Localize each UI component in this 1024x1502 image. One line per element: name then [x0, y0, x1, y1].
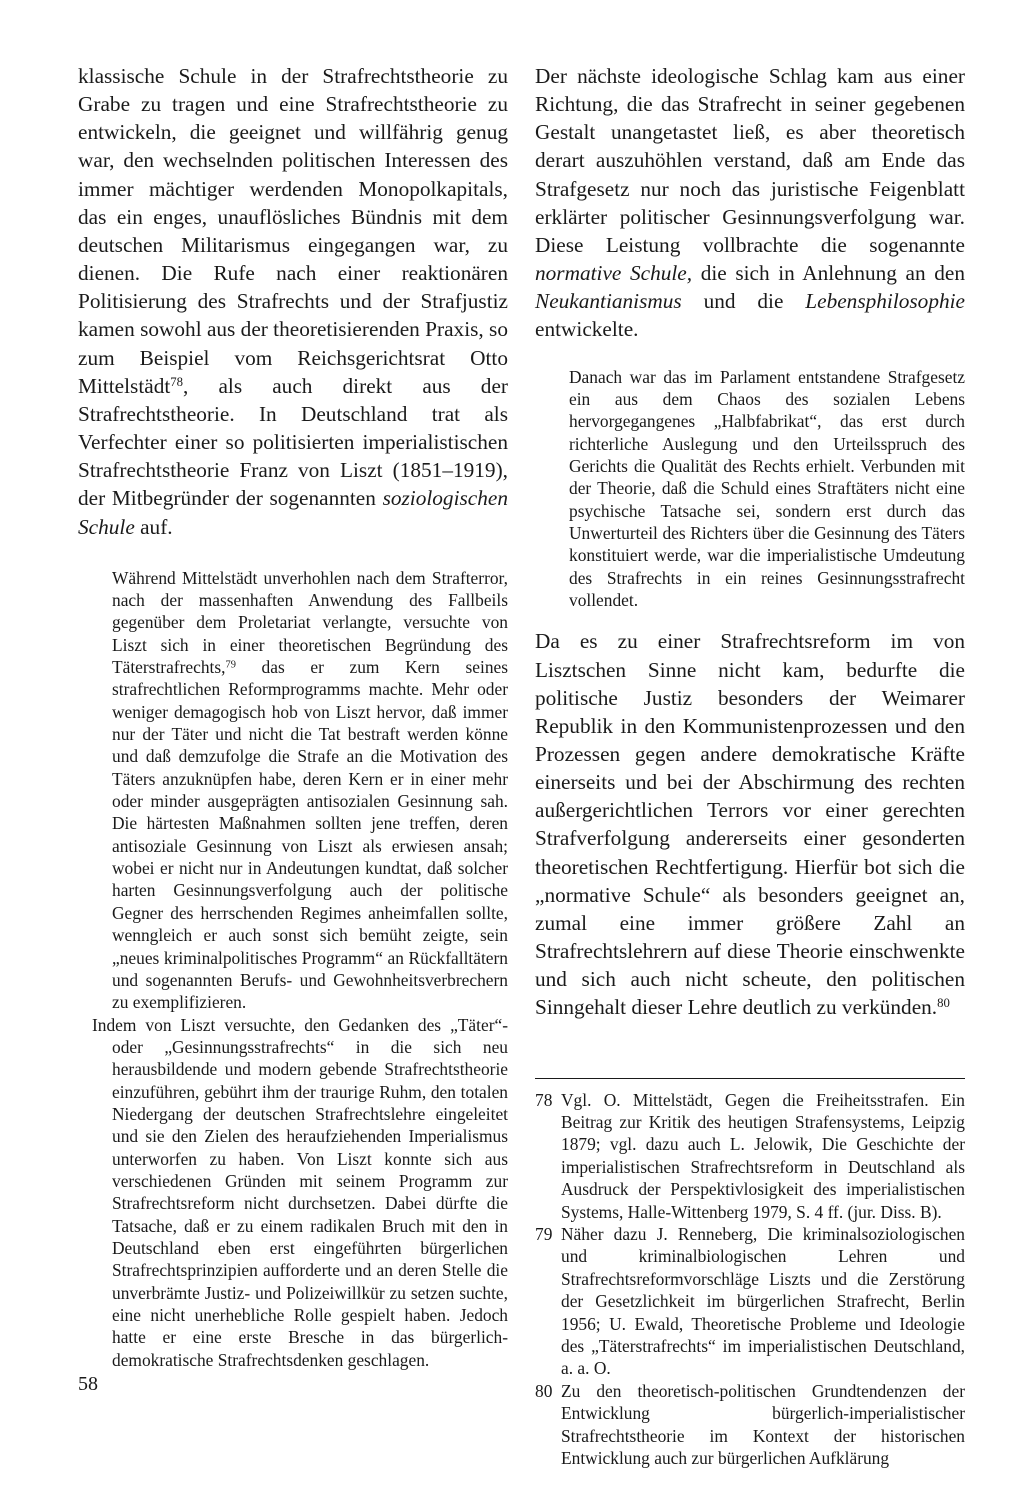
left-inset-paragraph-2: Indem von Liszt versuchte, den Gedanken des „Täter“- oder „Gesinnungsstrafrechts“ in die sich neu herausbildende und modern gebende Strafrechtstheorie einzuführen, gebührt ihm der traurige Ruhm, den totalen Niedergang der deutschen Strafrechtslehre eingeleitet und sie den Zielen des heraufziehenden Imperialismus unterworfen zu haben. Von Liszt konnte sich aus verschiedenen Gründen mit seinem Programm zur Strafrechtsreform nicht durchsetzen. Dabei dürfte die Tatsache, daß er zu einem radikalen Bruch mit den in Deutschland eben erst eingeführten bürgerlichen Strafrechtsprinzipien aufforderte und an deren Stelle die unverbrämte Justiz- und Polizeiwillkür zu setzen suchte, eine nicht unerhebliche Rolle gespielt haben. Jedoch hatte er eine erste Bresche in das bürgerlich-demokratische Strafrechtsdenken geschlagen.: [92, 1014, 508, 1370]
right-inset-paragraph: Danach war das im Parlament entstandene Strafgesetz ein aus dem Chaos des sozialen Lebens hervorgegangenes „Halbfabrikat“, das erst durch richterliche Auslegung und den Urteilsspruch des Gerichts die Qualität des Rechts erhielt. Verbunden mit der Theorie, daß die Schuld eines Straftäters nicht eine psychische Tatsache sei, sondern erst durch das Unwerturteil des Richters über die Gesinnung des Täters konstituiert werde, war die imperialistische Umdeutung des Strafrechts in ein reines Gesinnungsstrafrecht vollendet.: [569, 366, 965, 610]
footnote-separator-rule: [535, 1078, 965, 1079]
left-inset-text-b: das er zum Kern seines strafrechtlichen Reformprogramms machte. Mehr oder weniger demagogisch hob von Liszt hervor, daß immer nur der Täter und nicht die Tat bestraft werden könne und daß demzufolge die Strafe an die Motivation des Täters anzuknüpfen habe, deren Kern er in einer mehr oder minder ausgeprägten antisozialen Gesinnung sah. Die härtesten Maßnahmen sollten jene treffen, deren antisoziale Gesinnung von Liszt als erwiesen ansah; wobei er nicht nur in Andeutungen kundtat, daß solcher harten Gesinnungsverfolgung auch der politische Gegner des herrschenden Regimes anheimfallen sollte, wenngleich er auch sonst sich bemüht zeigte, sein „neues kriminalpolitisches Programm“ an Rückfalltätern und sogenannten Berufs- und Gewohnheitsverbrechern zu exemplifizieren.: [112, 657, 508, 1013]
footnote-text: Näher dazu J. Renneberg, Die kriminalsoziologischen und kriminalbiologischen Lehren und Strafrechtsreformvorschläge Liszts und die Zerstörung der Gesetzlichkeit im bürgerlichen Strafrecht, Berlin 1956; U. Ewald, Theoretische Probleme und Ideologie des „Täterstrafrechts“ im imperialistischen Deutschland, a. a. O.: [561, 1223, 965, 1379]
left-inset-text-a: Während Mittelstädt unverhohlen nach dem Strafterror, nach der massenhaften Anwendung des Fallbeils gegenüber dem Proletariat verlangte, versuchte von Liszt sich in einer theoretischen Begründung des Täterstrafrechts,: [112, 567, 508, 678]
footnote-number: 80: [535, 1380, 553, 1401]
footnote-ref-80[interactable]: 80: [937, 996, 950, 1011]
page-number: 58: [78, 1373, 98, 1395]
right-p2-text-a: Da es zu einer Strafrechtsreform im von Lisztschen Sinne nicht kam, bedurfte die politische Justiz besonders der Weimarer Republik in den Kommunistenprozessen und den Prozessen gegen andere demokratische Kräfte einerseits und bei der Abschirmung des rechten außergerichtlichen Terrors vor einer gerechten Strafverfolgung andererseits einer gesonderten theoretischen Rechtfertigung. Hierfür bot sich die „normative Schule“ als besonders geeignet an, zumal eine immer größere Zahl an Strafrechtslehrern auf diese Theorie einschwenkte und sich auch nicht scheute, den politischen Sinngehalt dieser Lehre deutlich zu verkünden.: [535, 629, 965, 1020]
right-paragraph-2: [535, 627, 965, 1021]
footnote-ref-79[interactable]: 79: [225, 659, 236, 671]
left-p1-text-b: , als auch direkt aus der Strafrechtstheorie. In Deutschland trat als Verfechter einer so politisierten imperialistischen Strafrechtstheorie Franz von Liszt (1851–1919), der Mitbegründer der sogenannten: [78, 373, 508, 511]
left-inset-paragraph-1: [112, 567, 508, 1014]
left-p1-italic-soziologischen: soziologischen Schule: [78, 486, 508, 539]
right-p1-italic-neukantianismus: Neukantianismus: [535, 289, 682, 314]
right-p1-italic-lebensphilosophie: Lebensphilosophie: [805, 289, 965, 314]
right-p1-text-b: die sich in Anlehnung an den: [692, 261, 965, 286]
footnote-number: 79: [535, 1223, 553, 1244]
left-column: [78, 62, 508, 1371]
ink-speck-mark: [535, 1024, 965, 1054]
right-p1-italic-normative: normative Schule,: [535, 261, 693, 286]
right-p1-text-c: und die: [681, 289, 806, 314]
footnote-79: [535, 1223, 965, 1380]
footnote-78: [535, 1089, 965, 1223]
left-p1-text-a: klassische Schule in der Strafrechtstheorie zu Grabe zu tragen und eine Strafrechtstheorie zu entwickeln, die geeignet und willfährig genug war, den wechselnden politischen Interessen des immer mächtiger werdenden Monopolkapitals, das ein enges, unauflösliches Bündnis mit dem deutschen Militarismus eingegangen war, zu dienen. Die Rufe nach einer reaktionären Politisierung des Strafrechts und der Strafjustiz kamen sowohl aus der theoretisierenden Praxis, so zum Beispiel vom Reichsgerichtsrat Otto Mittelstädt: [78, 64, 508, 398]
footnote-number: 78: [535, 1089, 553, 1110]
right-column: [535, 62, 965, 1469]
left-p1-text-c: auf.: [134, 514, 173, 539]
footnote-text: Vgl. O. Mittelstädt, Gegen die Freiheitsstrafen. Ein Beitrag zur Kritik des heutigen Strafensystems, Leipzig 1879; vgl. dazu auch L. Jelowik, Die Geschichte der imperialistischen Strafrechtsreform in Deutschland als Ausdruck der Perspektivlosigkeit des imperialistischen Systems, Halle-Wittenberg 1979, S. 4 ff. (jur. Diss. B).: [561, 1089, 965, 1222]
right-p1-text-a: Der nächste ideologische Schlag kam aus einer Richtung, die das Strafrecht in seiner gegebenen Gestalt unangetastet ließ, es aber theoretisch derart auszuhöhlen verstand, daß am Ende das Strafgesetz nur noch das juristische Feigenblatt erklärter politischer Gesinnungsverfolgung war. Diese Leistung vollbrachte die sogenannte: [535, 64, 965, 257]
left-inset-block: [78, 567, 508, 1371]
footnote-text: Zu den theoretisch-politischen Grundtendenzen der Entwicklung bürgerlich-imperialistischer Strafrechtstheorie im Kontext der historischen Entwicklung auch zur bürgerlichen Aufklärung: [561, 1380, 965, 1469]
footnote-80: [535, 1380, 965, 1470]
left-paragraph-1: [78, 62, 508, 541]
right-paragraph-1: [535, 62, 965, 344]
right-inset-block: [535, 366, 965, 612]
right-p1-text-d: entwickelte.: [535, 317, 639, 342]
footnote-ref-78[interactable]: 78: [170, 374, 184, 389]
footnotes-section: [535, 1089, 965, 1470]
